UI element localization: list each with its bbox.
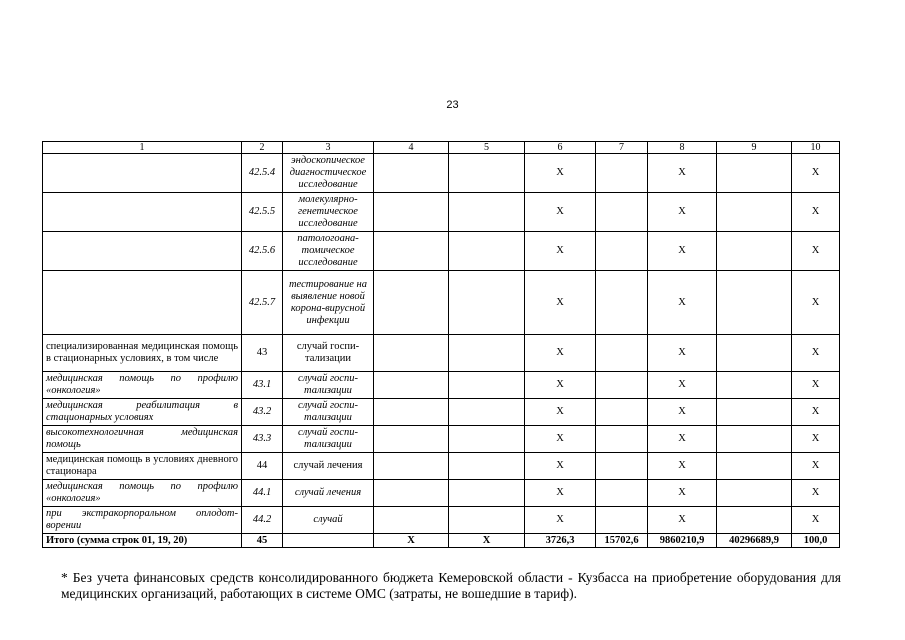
total-unit: [283, 534, 374, 548]
column-header: 10: [792, 142, 840, 154]
row-cell: [717, 399, 792, 426]
row-cell: [717, 154, 792, 193]
row-cell: Х: [792, 426, 840, 453]
table-row: [43, 453, 840, 480]
row-label: [43, 271, 242, 335]
row-code: 42.5.7: [242, 271, 283, 335]
row-cell: Х: [792, 154, 840, 193]
row-unit: случай лечения: [283, 480, 374, 507]
total-code: 45: [242, 534, 283, 548]
table-row: [43, 372, 840, 399]
row-unit: молекулярно-генетическое исследование: [283, 193, 374, 232]
table-row: [43, 232, 840, 271]
row-cell: [449, 335, 525, 372]
footnote: * Без учета финансовых средств консолидированного бюджета Кемеровской области - Кузбасса на приобретение оборудования для медицинских организаций, работающих в системе ОМС (затраты, не вошедшие в тариф).: [61, 570, 841, 601]
total-c7: 15702,6: [596, 534, 648, 548]
table-row: [43, 271, 840, 335]
row-cell: Х: [648, 426, 717, 453]
row-cell: Х: [648, 193, 717, 232]
row-cell: [596, 335, 648, 372]
row-cell: Х: [525, 232, 596, 271]
row-cell: [717, 335, 792, 372]
row-code: 44: [242, 453, 283, 480]
row-cell: Х: [648, 335, 717, 372]
row-cell: Х: [792, 480, 840, 507]
row-cell: Х: [525, 480, 596, 507]
row-cell: Х: [648, 480, 717, 507]
row-unit: эндоскопическое диагностическое исследование: [283, 154, 374, 193]
row-cell: Х: [792, 507, 840, 534]
row-cell: Х: [525, 271, 596, 335]
row-unit: случай госпи-тализации: [283, 335, 374, 372]
row-code: 42.5.5: [242, 193, 283, 232]
row-cell: [596, 399, 648, 426]
row-cell: Х: [648, 507, 717, 534]
table-row: [43, 399, 840, 426]
row-code: 43.3: [242, 426, 283, 453]
column-header: 6: [525, 142, 596, 154]
row-cell: [374, 372, 449, 399]
row-cell: [449, 372, 525, 399]
row-cell: [449, 193, 525, 232]
row-cell: [374, 271, 449, 335]
row-cell: [717, 453, 792, 480]
row-cell: [449, 232, 525, 271]
row-cell: [717, 480, 792, 507]
row-cell: [596, 193, 648, 232]
column-header: 3: [283, 142, 374, 154]
row-label: медицинская помощь по профилю «онкология»: [43, 480, 242, 507]
row-code: 44.1: [242, 480, 283, 507]
row-cell: [374, 399, 449, 426]
row-label: [43, 232, 242, 271]
row-cell: [596, 426, 648, 453]
row-cell: Х: [525, 507, 596, 534]
row-code: 43.2: [242, 399, 283, 426]
row-code: 43: [242, 335, 283, 372]
row-cell: [449, 426, 525, 453]
row-cell: [596, 154, 648, 193]
row-unit: случай госпи-тализации: [283, 426, 374, 453]
row-cell: Х: [648, 232, 717, 271]
row-cell: [717, 193, 792, 232]
row-label: медицинская помощь по профилю «онкология»: [43, 372, 242, 399]
row-unit: случай: [283, 507, 374, 534]
row-cell: Х: [648, 271, 717, 335]
column-header: 4: [374, 142, 449, 154]
row-cell: Х: [792, 399, 840, 426]
row-cell: [374, 426, 449, 453]
row-cell: Х: [792, 271, 840, 335]
row-cell: [596, 271, 648, 335]
row-cell: Х: [525, 335, 596, 372]
row-cell: [374, 453, 449, 480]
row-cell: [449, 154, 525, 193]
row-cell: Х: [525, 453, 596, 480]
total-c9: 40296689,9: [717, 534, 792, 548]
data-table: [42, 141, 840, 548]
row-cell: Х: [525, 399, 596, 426]
row-label: [43, 154, 242, 193]
row-cell: Х: [648, 154, 717, 193]
table-row: [43, 426, 840, 453]
row-cell: [596, 372, 648, 399]
row-label: медицинская реабилитация в стационарных условиях: [43, 399, 242, 426]
row-label: при экстракорпоральном оплодот-ворении: [43, 507, 242, 534]
row-cell: [374, 335, 449, 372]
row-cell: Х: [792, 372, 840, 399]
column-header: 8: [648, 142, 717, 154]
column-header: 7: [596, 142, 648, 154]
row-code: 42.5.6: [242, 232, 283, 271]
row-cell: Х: [648, 453, 717, 480]
row-cell: [717, 232, 792, 271]
row-cell: Х: [525, 372, 596, 399]
row-unit: случай госпи-тализации: [283, 372, 374, 399]
row-cell: Х: [648, 372, 717, 399]
row-unit: патологоана-томическое исследование: [283, 232, 374, 271]
row-label: медицинская помощь в условиях дневного стационара: [43, 453, 242, 480]
row-cell: Х: [792, 335, 840, 372]
row-unit: тестирование на выявление новой корона-вирусной инфекции: [283, 271, 374, 335]
row-cell: [717, 372, 792, 399]
column-header: 2: [242, 142, 283, 154]
row-code: 43.1: [242, 372, 283, 399]
row-cell: [449, 271, 525, 335]
table-row: [43, 154, 840, 193]
row-cell: [374, 232, 449, 271]
row-label: высокотехнологичная медицинская помощь: [43, 426, 242, 453]
row-cell: [717, 271, 792, 335]
table-row: [43, 480, 840, 507]
total-row: [43, 534, 840, 548]
row-code: 44.2: [242, 507, 283, 534]
row-cell: [374, 480, 449, 507]
row-code: 42.5.4: [242, 154, 283, 193]
row-cell: [449, 453, 525, 480]
row-cell: [596, 480, 648, 507]
total-c10: 100,0: [792, 534, 840, 548]
column-header: 1: [43, 142, 242, 154]
row-cell: Х: [525, 154, 596, 193]
row-unit: случай госпи-тализации: [283, 399, 374, 426]
column-header: 9: [717, 142, 792, 154]
page-number: 23: [446, 99, 459, 111]
row-cell: [596, 507, 648, 534]
row-cell: [596, 232, 648, 271]
row-cell: [374, 193, 449, 232]
row-label: специализированная медицинская помощь в стационарных условиях, в том числе: [43, 335, 242, 372]
row-cell: Х: [648, 399, 717, 426]
table-row: [43, 335, 840, 372]
row-label: [43, 193, 242, 232]
table-row: [43, 507, 840, 534]
total-c8: 9860210,9: [648, 534, 717, 548]
row-cell: Х: [525, 193, 596, 232]
column-header: 5: [449, 142, 525, 154]
total-c5: Х: [449, 534, 525, 548]
row-cell: [717, 426, 792, 453]
row-cell: Х: [525, 426, 596, 453]
row-cell: [449, 480, 525, 507]
row-unit: случай лечения: [283, 453, 374, 480]
total-c4: Х: [374, 534, 449, 548]
row-cell: Х: [792, 193, 840, 232]
total-c6: 3726,3: [525, 534, 596, 548]
row-cell: [374, 154, 449, 193]
row-cell: [449, 399, 525, 426]
row-cell: [374, 507, 449, 534]
row-cell: Х: [792, 232, 840, 271]
row-cell: [717, 507, 792, 534]
row-cell: [596, 453, 648, 480]
table-row: [43, 193, 840, 232]
header-row: [43, 142, 840, 154]
row-cell: Х: [792, 453, 840, 480]
total-label: Итого (сумма строк 01, 19, 20): [43, 534, 242, 548]
row-cell: [449, 507, 525, 534]
